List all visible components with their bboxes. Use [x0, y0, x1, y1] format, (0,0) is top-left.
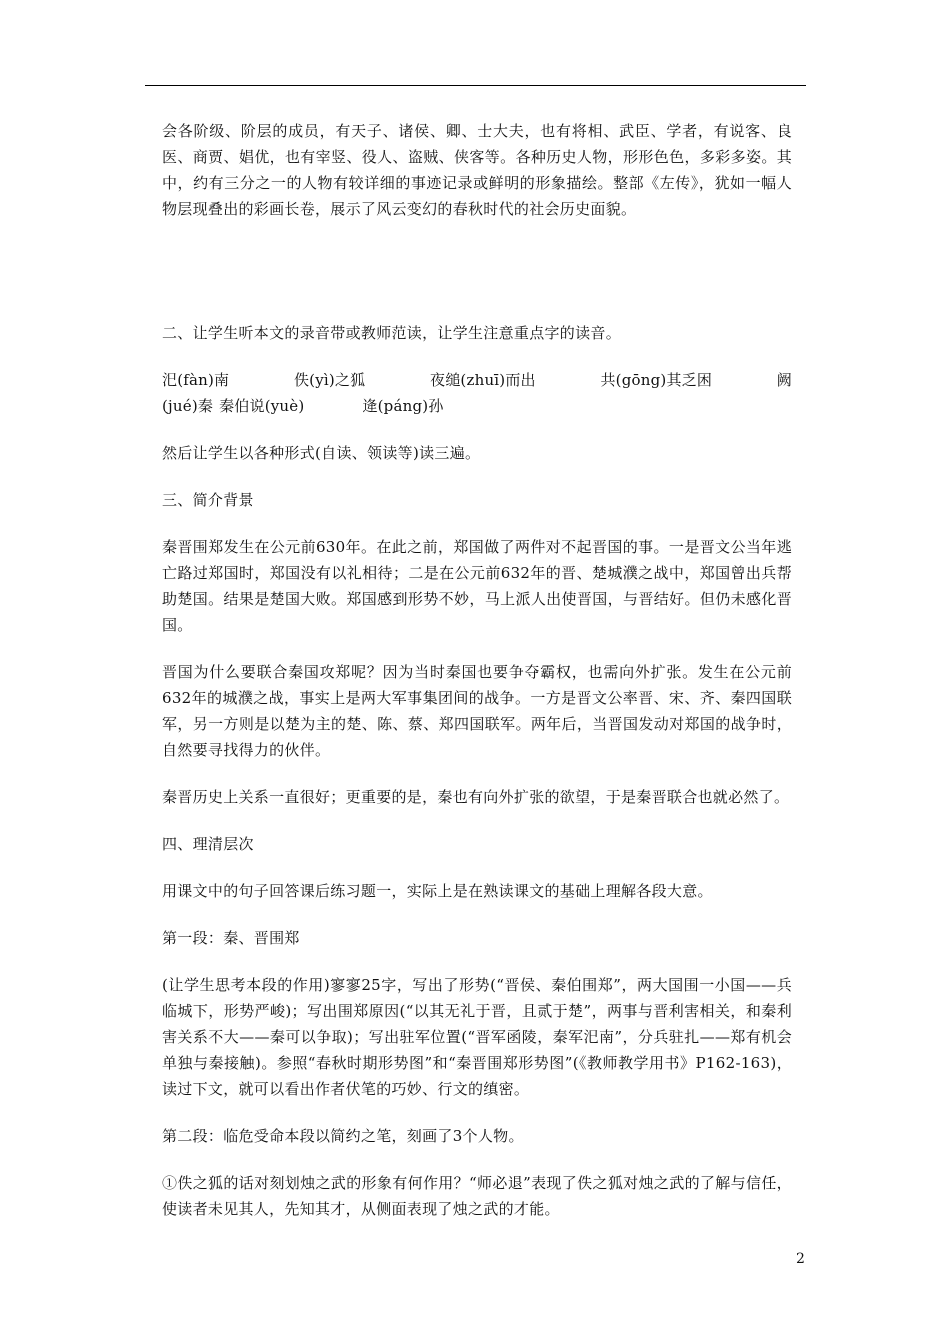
- section-heading-2: 二、让学生听本文的录音带或教师范读，让学生注意重点字的读音。: [162, 324, 622, 342]
- pinyin-item: 汜(fàn)南: [162, 371, 230, 389]
- pinyin-item: 阙: [776, 371, 792, 389]
- pinyin-item: 秦伯说(yuè): [219, 397, 305, 415]
- pinyin-row-2: [162, 393, 792, 419]
- paragraph-background-1: 秦晋围郑发生在公元前630年。在此之前，郑国做了两件对不起晋国的事。一是晋文公当年逃亡路过郑国时，郑国没有以礼相待；二是在公元前632年的晋、楚城濮之战中，郑国曾出兵帮助楚国。结果是楚国大败。郑国感到形势不妙，马上派人出使晋国，与晋结好。但仍未感化晋国。: [162, 538, 792, 634]
- pinyin-row-1: [162, 367, 792, 393]
- header-rule: [145, 85, 806, 86]
- paragraph-point-1: ①佚之狐的话对刻划烛之武的形象有何作用？“师必退”表现了佚之狐对烛之武的了解与信任，使读者未见其人，先知其才，从侧面表现了烛之武的才能。: [162, 1174, 792, 1218]
- paragraph-1-body: (让学生思考本段的作用)寥寥25字，写出了形势(“晋侯、秦伯围郑”，两大国围一小国——兵临城下，形势严峻)；写出围郑原因(“以其无礼于晋，且贰于楚”，两事与晋利害相关，和秦利害关系不大——秦可以争取)；写出驻军位置(“晋军函陵，秦军汜南”，分兵驻扎——郑有机会单独与秦接触)。参照“春秋时期形势图”和“秦晋围郑形势图”(《教师教学用书》P162-163)，读过下文，就可以看出作者伏笔的巧妙、行文的缜密。: [162, 976, 792, 1098]
- pinyin-item: (jué)秦: [162, 397, 214, 415]
- paragraph-layers-intro: 用课文中的句子回答课后练习题一，实际上是在熟读课文的基础上理解各段大意。: [162, 882, 713, 900]
- paragraph-2-heading: 第二段：临危受命本段以简约之笔，刻画了3个人物。: [162, 1127, 524, 1145]
- section-heading-4: 四、理清层次: [162, 835, 254, 853]
- paragraph-1-heading: 第一段：秦、晋围郑: [162, 929, 300, 947]
- pinyin-item: 佚(yì)之狐: [293, 371, 366, 389]
- paragraph-read-three-times: 然后让学生以各种形式(自读、领读等)读三遍。: [162, 444, 481, 462]
- pinyin-item: 夜缒(zhuī)而出: [430, 371, 536, 389]
- paragraph-background-2: 晋国为什么要联合秦国攻郑呢？因为当时秦国也要争夺霸权，也需向外扩张。发生在公元前632年的城濮之战，事实上是两大军事集团间的战争。一方是晋文公率晋、宋、齐、秦四国联军，另一方则是以楚为主的楚、陈、蔡、郑四国联军。两年后，当晋国发动对郑国的战争时，自然要寻找得力的伙伴。: [162, 663, 792, 759]
- paragraph-intro: 会各阶级、阶层的成员，有天子、诸侯、卿、士大夫，也有将相、武臣、学者，有说客、良医、商贾、娼优，也有宰竖、役人、盗贼、侠客等。各种历史人物，形形色色，多彩多姿。其中，约有三分之一的人物有较详细的事迹记录或鲜明的形象描绘。整部《左传》，犹如一幅人物层现叠出的彩画长卷，展示了风云变幻的春秋时代的社会历史面貌。: [162, 122, 792, 218]
- page-number: 2: [796, 1251, 805, 1267]
- paragraph-background-3: 秦晋历史上关系一直很好；更重要的是，秦也有向外扩张的欲望，于是秦晋联合也就必然了。: [162, 788, 790, 806]
- section-heading-3: 三、简介背景: [162, 491, 254, 509]
- pinyin-item: 共(gōng)其乏困: [600, 371, 713, 389]
- pinyin-item: 逄(páng)孙: [362, 397, 444, 415]
- document-body: [162, 118, 792, 1222]
